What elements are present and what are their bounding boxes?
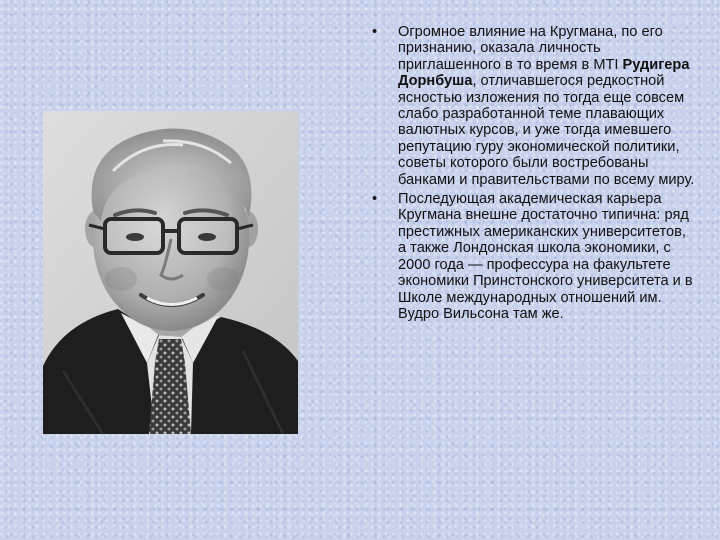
text-content xyxy=(366,24,696,322)
bullet-list xyxy=(366,24,696,322)
portrait-photo xyxy=(43,111,298,434)
bullet-marker: • xyxy=(372,24,378,40)
portrait-image xyxy=(43,111,298,434)
bullet-text-1 xyxy=(398,24,696,188)
bullet-item-2 xyxy=(366,191,696,322)
bullet-item-1 xyxy=(366,24,696,188)
bullet-text-1-before: Огромное влияние на Кругмана, по его признанию, оказала личность приглашенного в то время в MTI xyxy=(398,24,663,73)
bullet-marker: • xyxy=(372,191,378,208)
bullet-text-2: Последующая академическая карьера Кругмана внешне достаточно типична: ряд престижных американских университетов, а также Лондонская школа экономики, с 2000 года — профессура на факультете экономики Принстонского университета и в Школе международных отношений им. Вудро Вильсона там же. xyxy=(398,191,693,322)
highlighted-name: Рудигера Дорнбуша xyxy=(398,56,690,90)
bullet-text-1-after: , отличавшегося редкостной ясностью изложения по тогда еще совсем слабо разработанной теме плавающих валютных курсов, и уже тогда имевшего репутацию гуру экономической политики, советы которого были востребованы банками и правительствами по всему миру. xyxy=(398,73,695,188)
